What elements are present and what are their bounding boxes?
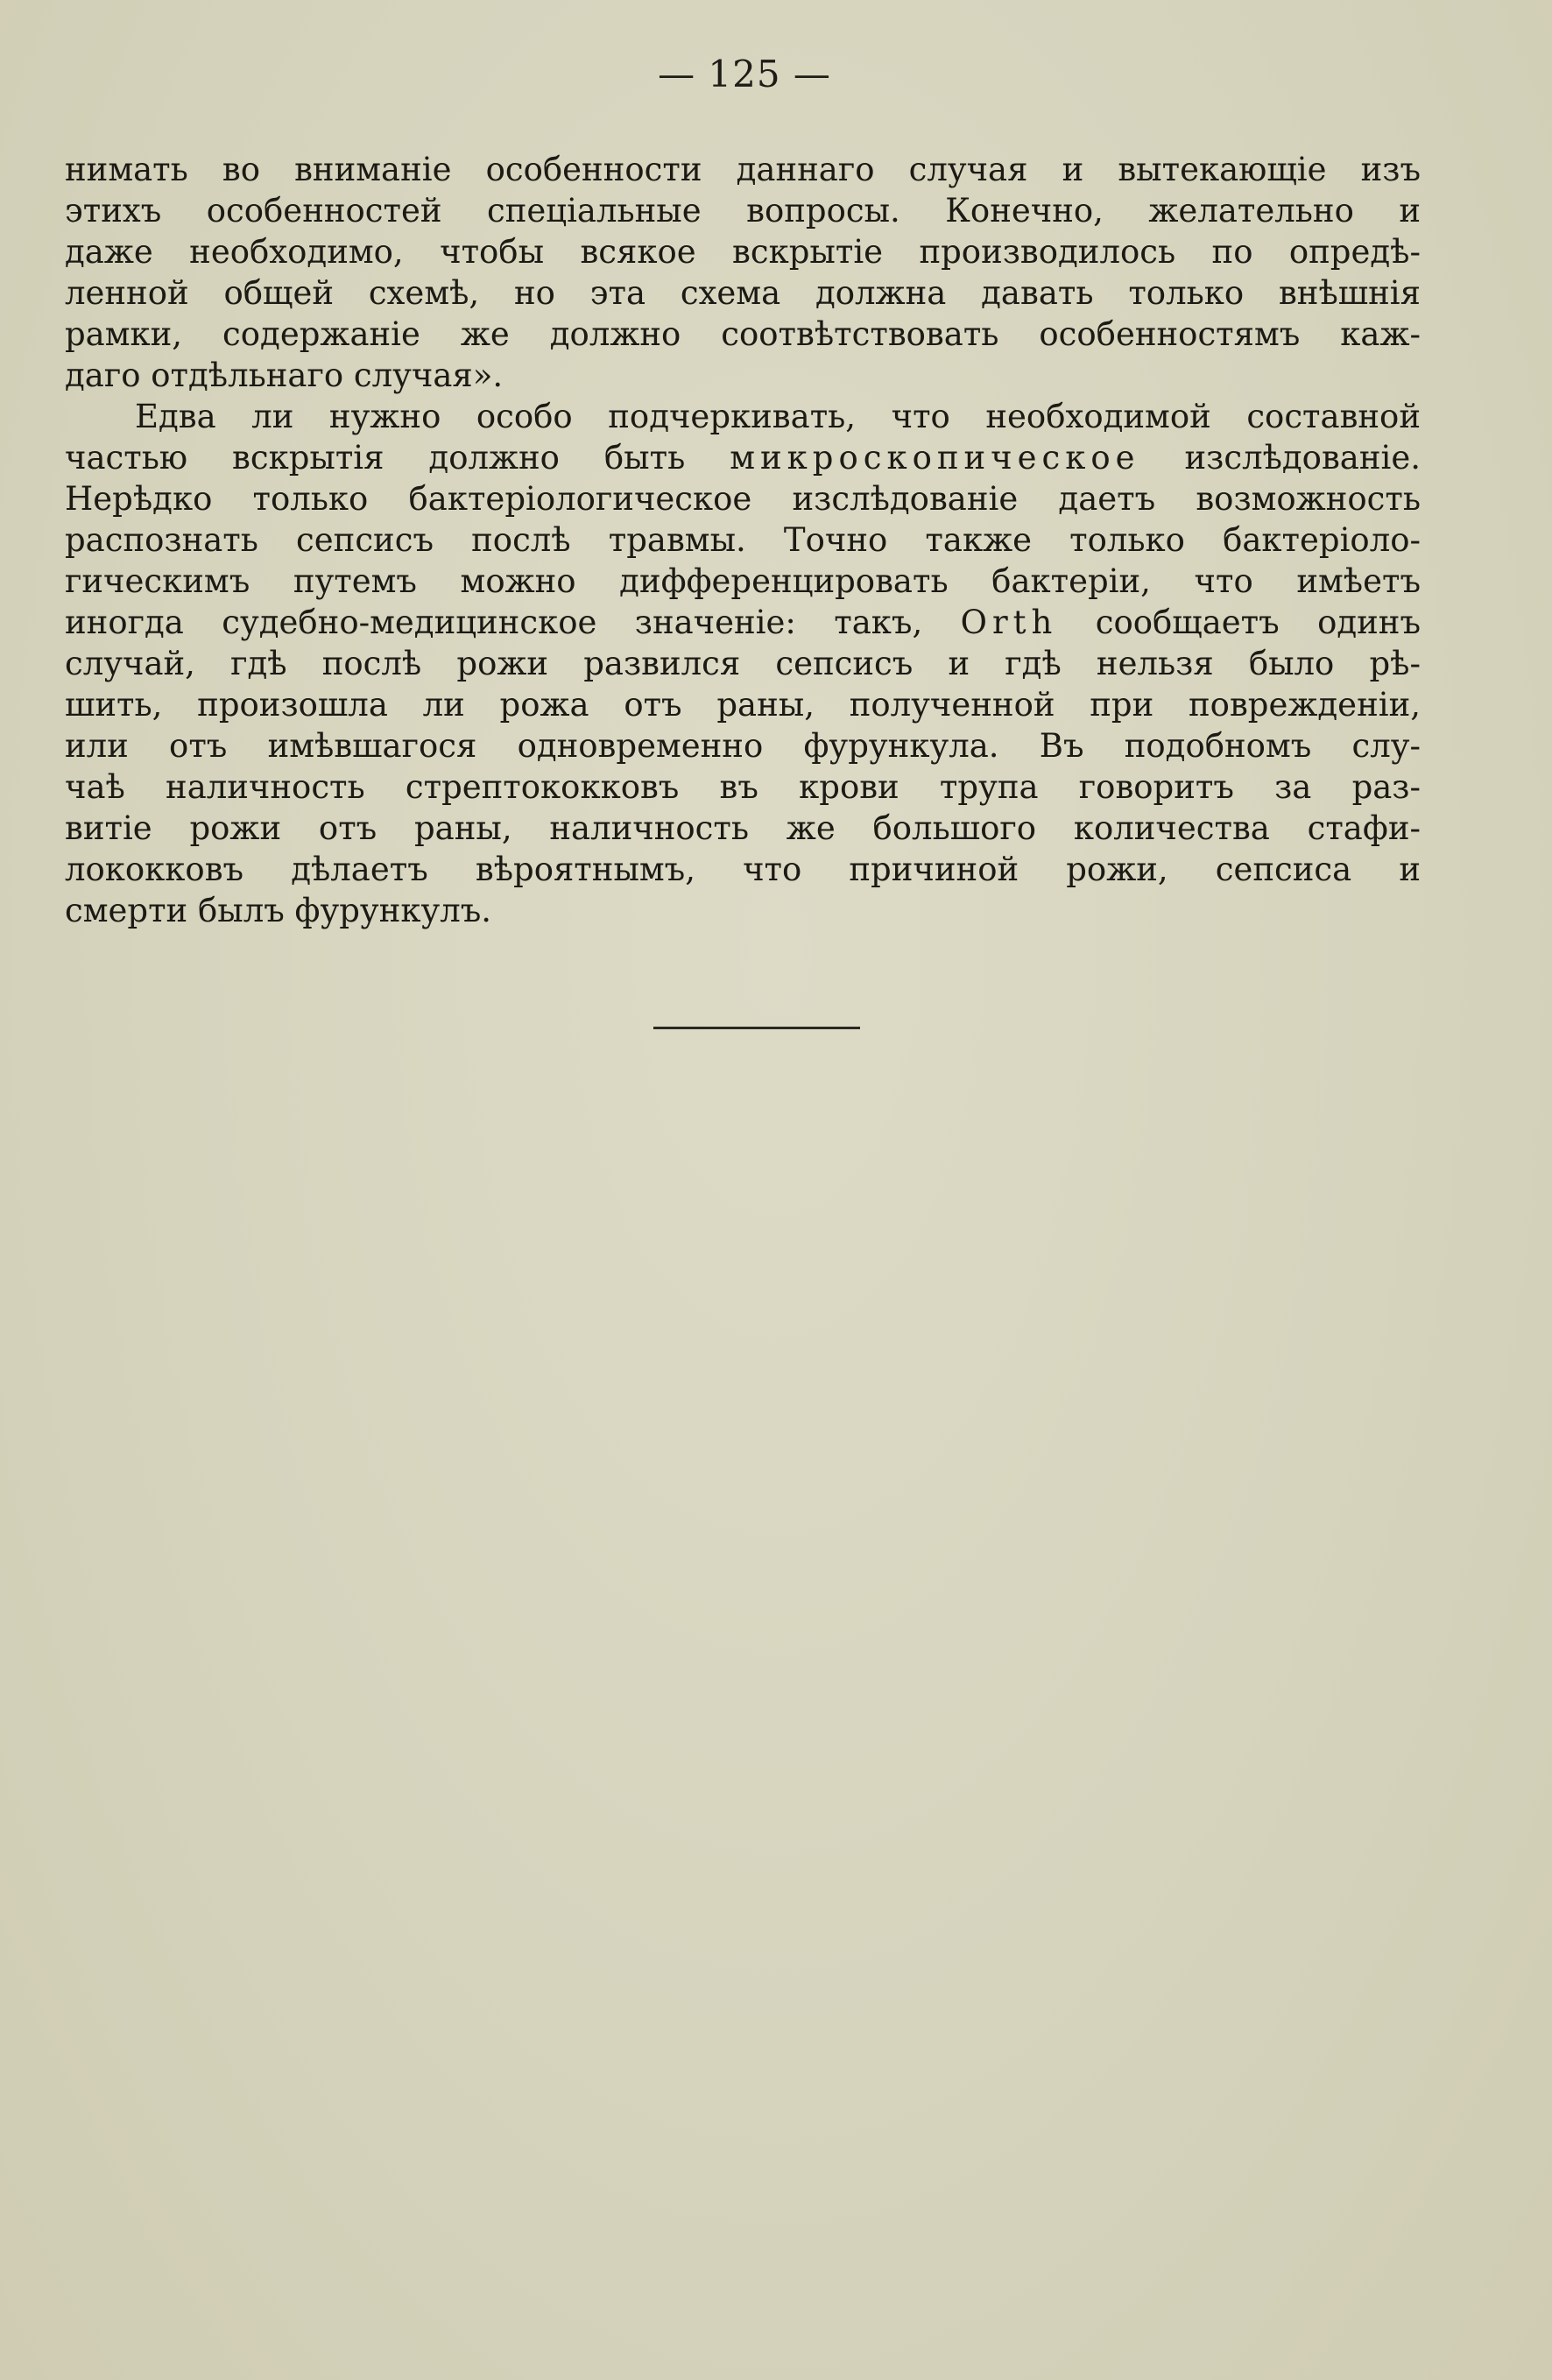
text-line: распознать сепсисъ послѣ травмы. Точно также только бактеріоло-: [65, 521, 1421, 559]
text-line: даго отдѣльнаго случая».: [65, 357, 504, 394]
text-line: Нерѣдко только бактеріологическое изслѣдованіе даетъ возможность: [65, 480, 1421, 518]
text-line: рамки, содержаніе же должно соотвѣтствовать особенностямъ каж-: [65, 315, 1421, 353]
text-line: шить, произошла ли рожа отъ раны, полученной при поврежденіи,: [65, 686, 1421, 724]
text-line: ленной общей схемѣ, но эта схема должна давать только внѣшнія: [65, 274, 1421, 312]
section-end-rule: [653, 1027, 860, 1029]
text-line: случай, гдѣ послѣ рожи развился сепсисъ и гдѣ нельзя было рѣ-: [65, 645, 1421, 682]
paragraph-microscopic-examination: [65, 396, 1421, 931]
paragraph-continued: [65, 149, 1421, 396]
text-line: этихъ особенностей спеціальные вопросы. Конечно, желательно и: [65, 192, 1421, 230]
text-segment: сообщаетъ одинъ: [1057, 604, 1421, 641]
text-line: или отъ имѣвшагося одновременно фурункула. Въ подобномъ слу-: [65, 727, 1421, 765]
text-line: Едва ли нужно особо подчеркивать, что необходимой составной: [135, 398, 1421, 435]
text-line: [65, 602, 1421, 643]
author-name: Orth: [960, 604, 1058, 641]
text-line: смерти былъ фурункулъ.: [65, 892, 492, 929]
emphasized-term: микроскопическое: [730, 439, 1140, 477]
text-line: [65, 437, 1421, 478]
text-line: витіе рожи отъ раны, наличность же большого количества стафи-: [65, 809, 1421, 847]
text-line: нимать во вниманіе особенности даннаго случая и вытекающіе изъ: [65, 151, 1421, 188]
page-number: — 125 —: [658, 53, 831, 95]
text-line: лококковъ дѣлаетъ вѣроятнымъ, что причиной рожи, сепсиса и: [65, 851, 1421, 888]
text-line: чаѣ наличность стрептококковъ въ крови трупа говоритъ за раз-: [65, 768, 1421, 806]
text-segment: иногда судебно-медицинское значеніе: такъ,: [65, 604, 961, 641]
text-line: даже необходимо, чтобы всякое вскрытіе производилось по опредѣ-: [65, 233, 1421, 271]
text-segment: частью вскрытія должно быть: [65, 439, 730, 477]
text-segment: изслѣдованіе.: [1139, 439, 1421, 477]
body-text: [65, 149, 1421, 931]
text-line: гическимъ путемъ можно дифференцировать бактеріи, что имѣетъ: [65, 562, 1421, 600]
